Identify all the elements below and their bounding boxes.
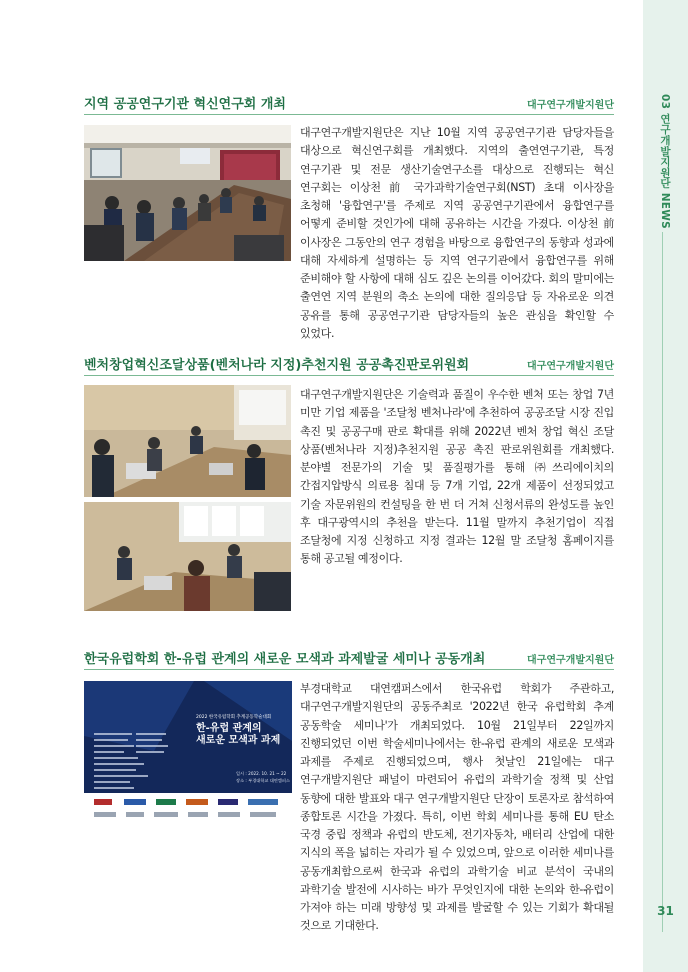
poster-title-line-1: 한-유럽 관계의: [196, 723, 262, 734]
poster-title-line-2: 새로운 모색과 과제: [196, 735, 281, 746]
section-3-body: 부경대학교 대연캠퍼스에서 한국유럽 학회가 주관하고, 대구연구개발지원단의 공동주최로 '2022년 한국 유럽학회 추계 공동학술 세미나'가 개최되었다. 10월 21일부터 22일까지 진행되었던 이번 학술세미나에서는 한-유럽 관계의 새로운 모색과 과제를 주제로 진행되었으며, 행사 첫날인 21일에는 대구 연구개발지원단 패널이 마련되어 유럽의 과학기술 정책 및 산업 동향에 대한 발표와 대구 연구개발지원단 단장이 토론자로 참석하여 종합토론 시간을 가졌다. 특히, 이번 학회 세미나를 통해 EU 탄소 국경 중립 정책과 유럽의 반도체, 전기자동차, 배터리 산업에 대한 지식의 폭을 넓히는 자리가 될 수 있었으며, 앞으로 이러한 세미나를 공동개최함으로써 한국과 유럽의 과학기술 비교 분석이 국내의 과학기술 발전에 시사하는 바가 무엇인지에 대한 논의와 한-유럽이 가져야 하는 미래 방향성 및 과제를 발굴할 수 있는 기회가 확대될 것으로 기대한다.: [300, 682, 614, 933]
sidebar-title: 03 연구개발지원단 NEWS: [659, 94, 671, 230]
section-1-body: 대구연구개발지원단은 지난 10월 지역 공공연구기관 담당자들을 대상으로 혁신연구회를 개최했다. 지역의 출연연구기관, 특정 연구기관 및 전문 생산기술연구소를 대상으로 진행되는 혁신 연구회는 이상천 前 국가과학기술연구회(NST) 초대 이사장을 초청해 '융합연구'를 주제로 지역 공공연구기관에서 융합연구를 어떻게 준비할 것인가에 대해 공유하는 시간을 가졌다. 이상천 前 이사장은 그동안의 연구 경험을 바탕으로 융합연구의 동향과 성과에 대해 자세하게 설명하는 등 지역 연구기관에서 융합연구를 위해 준비해야 할 사항에 대해 심도 깊은 논의를 이어갔다. 회의 말미에는 출연연 지역 분원의 축소 논의에 대한 질의응답 등 자유로운 의견 공유를 통해 공공연구기관 담당자들의 높은 관심을 확인할 수 있었다.: [300, 126, 614, 340]
poster-venue: 장소 : 부경대학교 대연캠퍼스: [236, 778, 290, 783]
section-3-header: [84, 647, 614, 670]
section-2-photo-2: [84, 502, 291, 611]
section-2-photo-1: [84, 385, 291, 497]
section-3-title: 한국유럽학회 한-유럽 관계의 새로운 모색과 과제발굴 세미나 공동개최: [84, 652, 486, 667]
page-number: 31: [657, 904, 674, 918]
poster-date: 일시 : 2022. 10. 21 ~ 22: [236, 771, 287, 776]
section-1-title: 지역 공공연구기관 혁신연구회 개최: [84, 97, 286, 112]
section-2-tag: 대구연구개발지원단: [527, 361, 614, 372]
section-1-tag: 대구연구개발지원단: [527, 100, 614, 111]
section-2-title: 벤처창업혁신조달상품(벤처나라 지정)추천지원 공공촉진판로위원회: [84, 358, 470, 373]
section-1-photo: [84, 125, 291, 261]
seminar-poster: [84, 681, 292, 826]
sidebar-divider: [662, 232, 663, 932]
section-1-header: [84, 92, 614, 115]
section-2-body: 대구연구개발지원단은 기술력과 품질이 우수한 벤처 또는 창업 7년 미만 기업 제품을 '조달청 벤처나라'에 추천하여 공공조달 시장 진입 촉진 및 공공구매 판로 확대를 위해 2022년 벤처 창업 혁신 조달 상품(벤처나라 지정)추천지원 공공 촉진 판로위원회를 개최했다. 분야별 전문가의 기술 및 품질평가를 통해 ㈜쓰리에이치의 간접지압방식 의료용 침대 등 7개 기업, 22개 제품이 선정되었고 기술 자문위원의 컨설팅을 한 번 더 거쳐 신청서류의 완성도를 높인 후 대구광역시의 추천을 받는다. 11월 말까지 추천기업이 직접 조달청에 지정 신청하고 지정 결과는 12월 말 조달청 홈페이지를 통해 공고될 예정이다.: [300, 388, 614, 566]
section-2-header: [84, 353, 614, 376]
poster-event: 2022 한국유럽학회 추계공동학술대회: [196, 715, 272, 720]
section-3-tag: 대구연구개발지원단: [527, 655, 614, 666]
